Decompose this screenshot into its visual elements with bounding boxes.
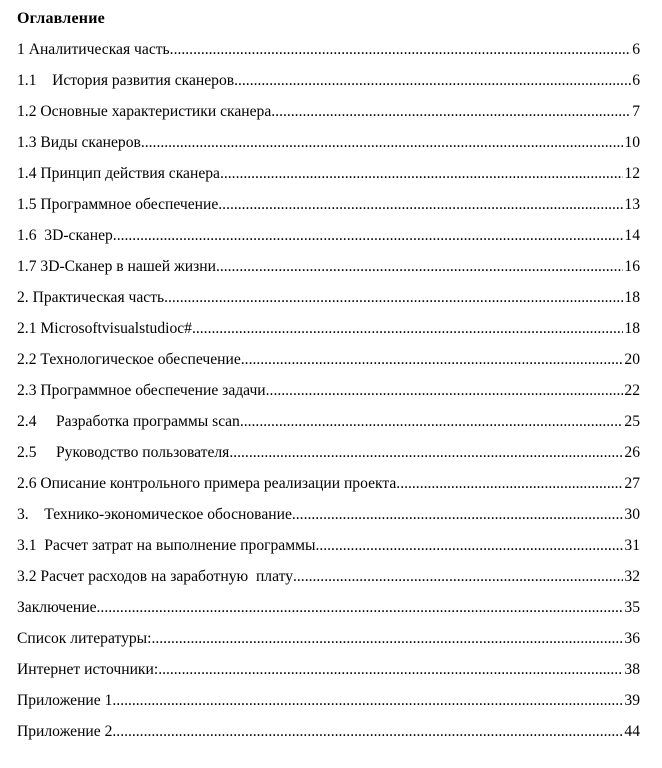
toc-page-number: 10 <box>624 134 640 151</box>
toc-entry-title: 1.7 3D-Сканер в нашей жизни <box>17 258 216 275</box>
toc-dot-leader <box>151 629 623 649</box>
toc-entry[interactable] <box>17 691 640 722</box>
toc-page-number: 12 <box>624 165 640 182</box>
toc-entry-title: 1.1 История развития сканеров <box>17 72 235 89</box>
toc-dot-leader <box>229 443 623 463</box>
toc-dot-leader <box>234 71 631 91</box>
toc-entry-title: Интернет источники: <box>17 661 159 678</box>
toc-entry[interactable] <box>17 474 640 505</box>
toc-page-number: 7 <box>632 103 640 120</box>
toc-entry[interactable] <box>17 164 640 195</box>
toc-entry[interactable] <box>17 536 640 567</box>
table-of-contents <box>17 9 640 753</box>
toc-dot-leader <box>315 536 623 556</box>
toc-page-number: 25 <box>624 413 640 430</box>
toc-dot-leader <box>266 381 624 401</box>
toc-dot-leader <box>141 133 624 153</box>
toc-entry-title: 3. Технико-экономическое обоснование <box>17 506 292 523</box>
toc-page-number: 13 <box>624 196 640 213</box>
toc-entry-title: 1.4 Принцип действия сканера <box>17 165 220 182</box>
toc-entry-title: 1.5 Программное обеспечение <box>17 196 219 213</box>
toc-entry-title: 3.1 Расчет затрат на выполнение программы <box>17 537 316 554</box>
toc-entry[interactable] <box>17 288 640 319</box>
toc-entry-title: Список литературы: <box>17 630 152 647</box>
toc-page-number: 38 <box>624 661 640 678</box>
toc-dot-leader <box>218 195 623 215</box>
toc-entry-title: Приложение 2 <box>17 723 113 740</box>
toc-entry[interactable] <box>17 412 640 443</box>
toc-entry-title: 2.2 Технологическое обеспечение <box>17 351 241 368</box>
toc-entry-title: 2.3 Программное обеспечение задачи <box>17 382 266 399</box>
toc-page-number: 18 <box>624 289 640 306</box>
toc-page-number: 26 <box>624 444 640 461</box>
toc-entry[interactable] <box>17 505 640 536</box>
toc-page-number: 32 <box>624 568 640 585</box>
toc-dot-leader <box>113 226 624 246</box>
toc-dot-leader <box>97 598 624 618</box>
toc-dot-leader <box>241 350 624 370</box>
toc-entry[interactable] <box>17 350 640 381</box>
toc-dot-leader <box>112 722 623 742</box>
toc-dot-leader <box>292 505 624 525</box>
toc-entry[interactable] <box>17 629 640 660</box>
toc-entry[interactable] <box>17 443 640 474</box>
toc-dot-leader <box>164 288 623 308</box>
toc-dot-leader <box>192 319 623 339</box>
toc-page-number: 35 <box>624 599 640 616</box>
toc-page-number: 31 <box>624 537 640 554</box>
toc-page-number: 16 <box>624 258 640 275</box>
toc-entry[interactable] <box>17 598 640 629</box>
toc-entry-title: 3.2 Расчет расходов на заработную плату <box>17 568 293 585</box>
toc-entry-title: 2.1 Microsoftvisualstudioc# <box>17 320 192 337</box>
toc-page-number: 14 <box>624 227 640 244</box>
toc-dot-leader <box>271 102 631 122</box>
toc-entry-title: Заключение <box>17 599 97 616</box>
toc-dot-leader <box>240 412 624 432</box>
toc-page-number: 18 <box>624 320 640 337</box>
toc-entry[interactable] <box>17 40 640 71</box>
toc-dot-leader <box>112 691 623 711</box>
toc-entry-title: 1.3 Виды сканеров <box>17 134 141 151</box>
toc-dot-leader <box>216 257 623 277</box>
toc-dot-leader <box>170 40 632 60</box>
toc-dot-leader <box>400 474 623 494</box>
toc-entry[interactable] <box>17 195 640 226</box>
toc-page-number: 20 <box>624 351 640 368</box>
toc-page-number: 30 <box>624 506 640 523</box>
toc-entry[interactable] <box>17 722 640 753</box>
toc-entry[interactable] <box>17 319 640 350</box>
toc-entry[interactable] <box>17 102 640 133</box>
toc-list <box>17 40 640 753</box>
toc-entry[interactable] <box>17 133 640 164</box>
toc-entry[interactable] <box>17 257 640 288</box>
toc-entry-title: 2.4 Разработка программы scan <box>17 413 240 430</box>
toc-page-number: 39 <box>624 692 640 709</box>
toc-entry-title: Приложение 1 <box>17 692 113 709</box>
toc-entry-title: 2.6 Описание контрольного примера реализации проекта. <box>17 475 401 492</box>
toc-page-number: 44 <box>624 723 640 740</box>
toc-entry[interactable] <box>17 381 640 412</box>
toc-entry[interactable] <box>17 567 640 598</box>
toc-page-number: 27 <box>624 475 640 492</box>
toc-page-number: 6 <box>632 41 640 58</box>
toc-dot-leader <box>158 660 623 680</box>
toc-page-number: 22 <box>624 382 640 399</box>
toc-entry-title: 2. Практическая часть <box>17 289 165 306</box>
toc-entry-title: 1.2 Основные характеристики сканера <box>17 103 272 120</box>
toc-entry[interactable] <box>17 660 640 691</box>
toc-entry[interactable] <box>17 71 640 102</box>
toc-entry[interactable] <box>17 226 640 257</box>
toc-dot-leader <box>293 567 623 587</box>
toc-entry-title: 2.5 Руководство пользователя <box>17 444 230 461</box>
toc-entry-title: 1.6 3D-сканер <box>17 227 113 244</box>
toc-dot-leader <box>220 164 623 184</box>
toc-entry-title: 1 Аналитическая часть <box>17 41 170 58</box>
toc-title: Оглавление <box>17 10 105 27</box>
toc-page-number: 36 <box>624 630 640 647</box>
toc-page-number: 6 <box>632 72 640 89</box>
